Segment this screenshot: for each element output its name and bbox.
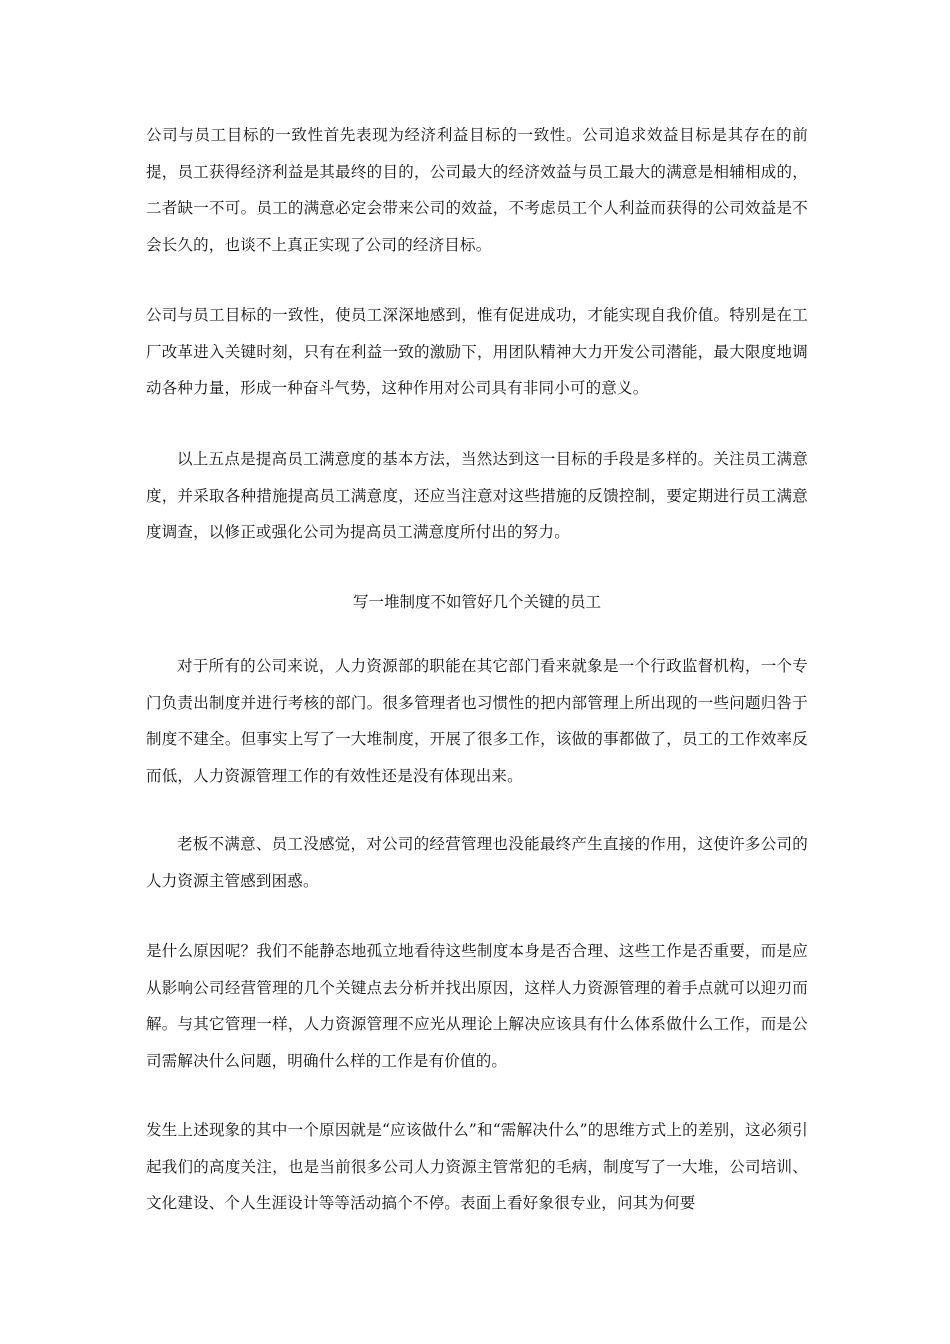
- paragraph-root-cause: 是什么原因呢？我们不能静态地孤立地看待这些制度本身是否合理、这些工作是否重要，而是应从影响公司经营管理的几个关键点去分析并找出原因，这样人力资源管理的着手点就可以迎刃而解。与其它管理一样，人力资源管理不应光从理论上解决应该具有什么体系做什么工作，而是公司需解决什么问题，明确什么样的工作是有价值的。: [146, 942, 808, 1070]
- paragraph-satisfaction-summary: 以上五点是提高员工满意度的基本方法，当然达到这一目标的手段是多样的。关注员工满意度，并采取各种措施提高员工满意度，还应当注意对这些措施的反馈控制，要定期进行员工满意度调查，以修正或强化公司为提高员工满意度所付出的努力。: [146, 450, 808, 541]
- paragraph-thinking-difference: 发生上述现象的其中一个原因就是“应该做什么”和“需解决什么”的思维方式上的差别，这必须引起我们的高度关注，也是当前很多公司人力资源主管常犯的毛病，制度写了一大堆，公司培训、文化建设、个人生涯设计等等活动搞个不停。表面上看好象很专业，问其为何要: [146, 1121, 808, 1212]
- paragraph-hr-role: 对于所有的公司来说，人力资源部的职能在其它部门看来就象是一个行政监督机构，一个专门负责出制度并进行考核的部门。很多管理者也习惯性的把内部管理上所出现的一些问题归咎于制度不建全。但事实上写了一大堆制度，开展了很多工作，该做的事都做了，员工的工作效率反而低，人力资源管理工作的有效性还是没有体现出来。: [146, 657, 808, 785]
- paragraph-confusion: 老板不满意、员工没感觉，对公司的经营管理也没能最终产生直接的作用，这使许多公司的人力资源主管感到困惑。: [146, 835, 808, 890]
- paragraph-goal-alignment-motivation: 公司与员工目标的一致性，使员工深深地感到，惟有促进成功，才能实现自我价值。特别是在工厂改革进入关键时刻，只有在利益一致的激励下，用团队精神大力开发公司潜能，最大限度地调动各种力量，形成一种奋斗气势，这种作用对公司具有非同小可的意义。: [146, 306, 808, 397]
- paragraph-goal-alignment-economic: 公司与员工目标的一致性首先表现为经济利益目标的一致性。公司追求效益目标是其存在的前提，员工获得经济利益是其最终的目的，公司最大的经济效益与员工最大的满意是相辅相成的，二者缺一不可。员工的满意必定会带来公司的效益，不考虑员工个人利益而获得的公司效益是不会长久的，也谈不上真正实现了公司的经济目标。: [146, 126, 808, 254]
- section-title: 写一堆制度不如管好几个关键的员工: [352, 593, 601, 611]
